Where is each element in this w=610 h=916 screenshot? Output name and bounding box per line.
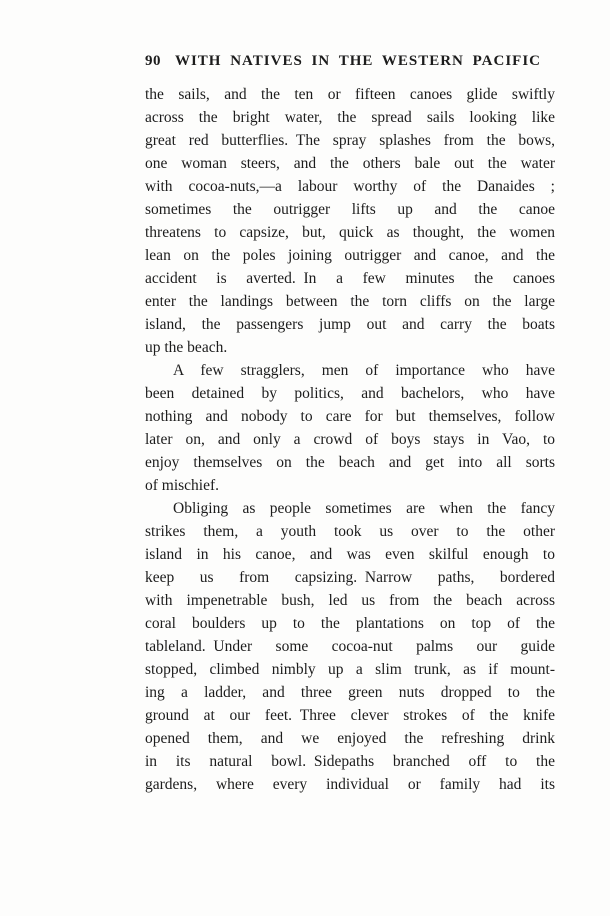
page-text-block bbox=[145, 83, 555, 796]
text-line: ing a ladder, and three green nuts dropped to the bbox=[145, 684, 555, 701]
text-line: stopped, climbed nimbly up a slim trunk, as if mount- bbox=[145, 661, 555, 678]
text-line: strikes them, a youth took us over to the other bbox=[145, 523, 555, 540]
text-line: great red butterflies. The spray splashes from the bows, bbox=[145, 132, 555, 149]
paragraph-3 bbox=[145, 497, 555, 796]
text-line: of mischief. bbox=[145, 477, 220, 494]
paragraph-2 bbox=[145, 359, 555, 497]
running-header bbox=[145, 51, 555, 71]
text-line: enjoy themselves on the beach and get into all sorts bbox=[145, 454, 555, 471]
text-line: up the beach. bbox=[145, 339, 228, 356]
text-line: with cocoa-nuts,—a labour worthy of the Danaides ; bbox=[145, 178, 555, 195]
text-line: threatens to capsize, but, quick as thought, the women bbox=[145, 224, 555, 241]
running-title: WITH NATIVES IN THE WESTERN PACIFIC bbox=[174, 53, 542, 69]
text-line: with impenetrable bush, led us from the beach across bbox=[145, 592, 555, 609]
text-line: A few stragglers, men of importance who have bbox=[173, 362, 555, 379]
text-line: the sails, and the ten or fifteen canoes glide swiftly bbox=[145, 86, 555, 103]
text-line: in its natural bowl. Sidepaths branched off to the bbox=[145, 753, 555, 770]
text-line: one woman steers, and the others bale out the water bbox=[145, 155, 555, 172]
text-line: keep us from capsizing. Narrow paths, bordered bbox=[145, 569, 555, 586]
page-number: 90 bbox=[145, 53, 161, 69]
text-line: across the bright water, the spread sails looking like bbox=[145, 109, 555, 126]
text-line: island, the passengers jump out and carry the boats bbox=[145, 316, 555, 333]
text-line: island in his canoe, and was even skilful enough to bbox=[145, 546, 555, 563]
paragraph-1 bbox=[145, 83, 555, 359]
text-line: tableland. Under some cocoa-nut palms our guide bbox=[145, 638, 555, 655]
text-line: nothing and nobody to care for but themselves, follow bbox=[145, 408, 555, 425]
text-line: later on, and only a crowd of boys stays in Vao, to bbox=[145, 431, 555, 448]
text-line: been detained by politics, and bachelors, who have bbox=[145, 385, 555, 402]
text-line: ground at our feet. Three clever strokes of the knife bbox=[145, 707, 555, 724]
text-line: sometimes the outrigger lifts up and the canoe bbox=[145, 201, 555, 218]
text-line: coral boulders up to the plantations on top of the bbox=[145, 615, 555, 632]
text-line: gardens, where every individual or family had its bbox=[145, 776, 555, 793]
text-line: opened them, and we enjoyed the refreshing drink bbox=[145, 730, 555, 747]
text-line: lean on the poles joining outrigger and canoe, and the bbox=[145, 247, 555, 264]
text-line: accident is averted. In a few minutes the canoes bbox=[145, 270, 555, 287]
text-line: enter the landings between the torn cliffs on the large bbox=[145, 293, 555, 310]
text-line: Obliging as people sometimes are when the fancy bbox=[173, 500, 555, 517]
